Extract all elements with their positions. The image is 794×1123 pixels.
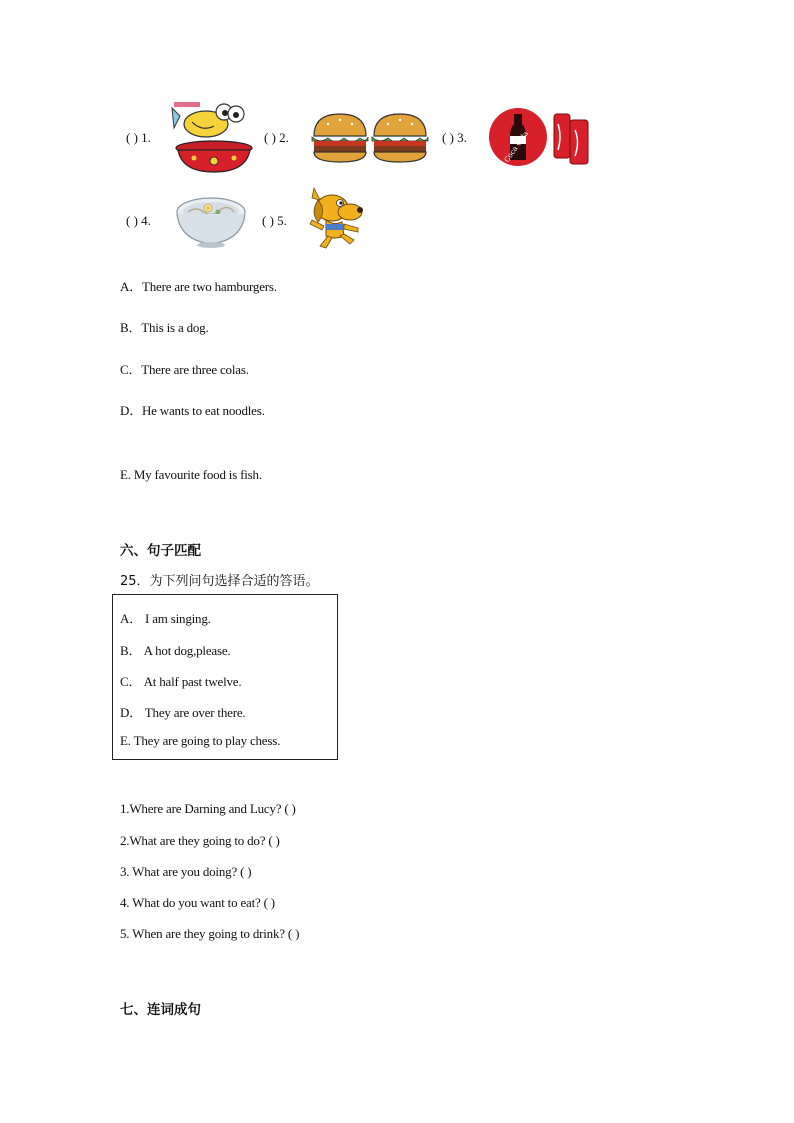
answer-b: B． A hot dog,please. <box>120 643 231 658</box>
cola-logo-text: Coca Cola <box>502 129 530 164</box>
option-a: A．There are two hamburgers. <box>120 279 277 294</box>
item-2-marker: ( ) 2. <box>264 130 289 145</box>
question-2: 2.What are they going to do? ( ) <box>120 833 280 848</box>
question-25: 25．为下列问句选择合适的答语。 <box>120 574 319 589</box>
section-7-heading: 七、连词成句 <box>120 1002 201 1018</box>
item-3-marker: ( ) 3. <box>442 130 467 145</box>
section-6-heading: 六、句子匹配 <box>120 543 201 559</box>
question-4: 4. What do you want to eat? ( ) <box>120 895 275 910</box>
item-4-marker: ( ) 4. <box>126 213 151 228</box>
option-e: E. My favourite food is fish. <box>120 467 262 482</box>
option-d: D．He wants to eat noodles. <box>120 403 265 418</box>
dog-icon <box>304 186 370 252</box>
answer-e: E. They are going to play chess. <box>120 733 281 748</box>
item-1-marker: ( ) 1. <box>126 130 151 145</box>
noodle-bowl-icon <box>174 192 248 250</box>
question-3: 3. What are you doing? ( ) <box>120 864 252 879</box>
answer-a: A． I am singing. <box>120 611 211 626</box>
question-5: 5. When are they going to drink? ( ) <box>120 926 300 941</box>
fish-bowl-icon <box>170 98 254 174</box>
hamburgers-icon <box>310 110 430 166</box>
option-c: C．There are three colas. <box>120 362 249 377</box>
answer-d: D． They are over there. <box>120 705 246 720</box>
item-5-marker: ( ) 5. <box>262 213 287 228</box>
option-b: B．This is a dog. <box>120 320 209 335</box>
cola-icon <box>488 106 592 168</box>
answer-c: C． At half past twelve. <box>120 674 242 689</box>
question-1: 1.Where are Darning and Lucy? ( ) <box>120 801 296 816</box>
